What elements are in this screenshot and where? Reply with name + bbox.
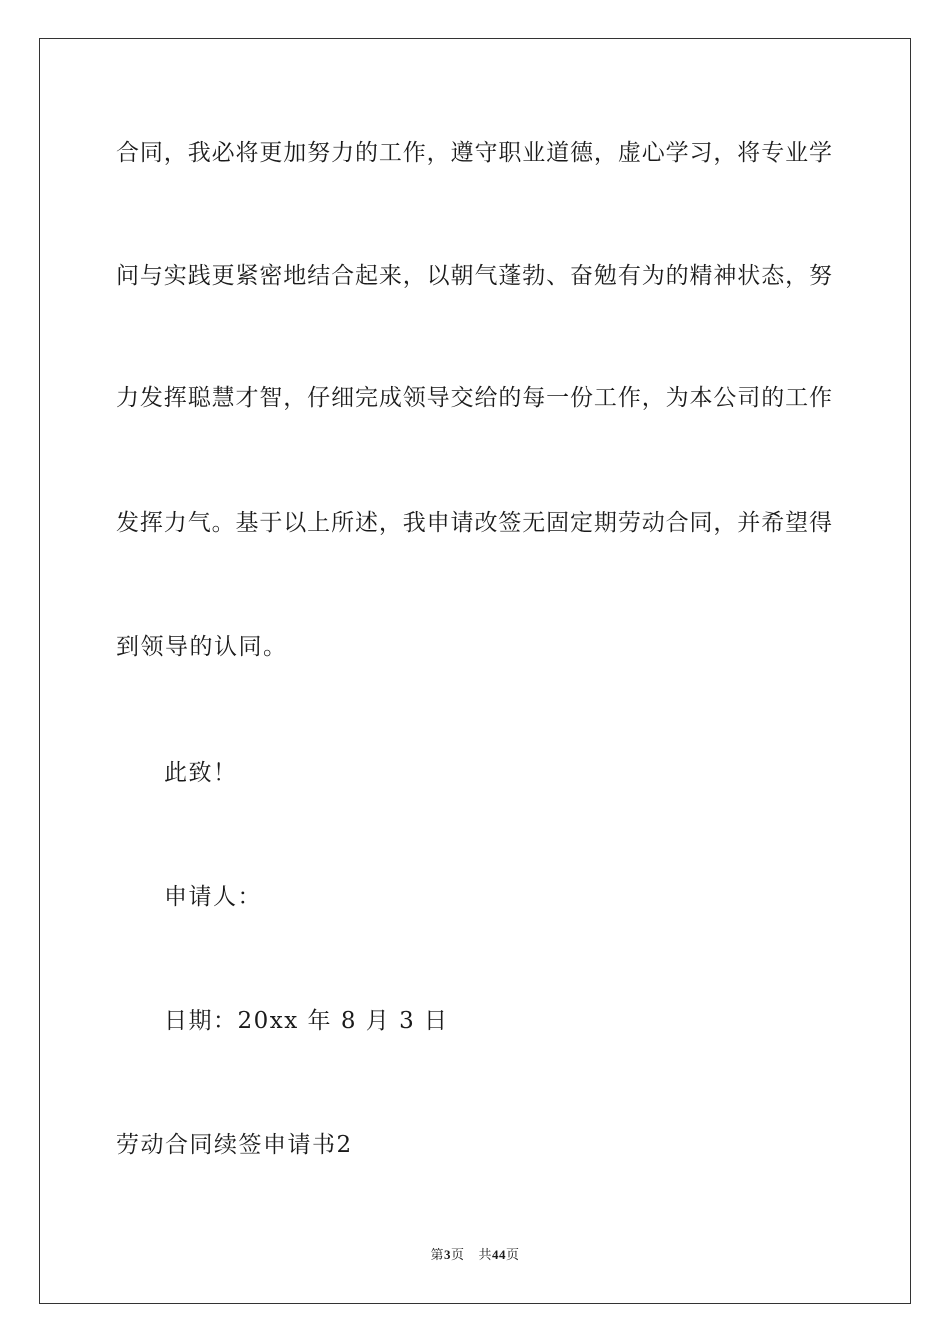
footer-total-pages: 44: [492, 1247, 507, 1262]
next-section-heading: 劳动合同续签申请书2: [116, 1132, 353, 1158]
page-footer: [0, 1247, 950, 1264]
body-line-4: 发挥力气。基于以上所述，我申请改签无固定期劳动合同，并希望得: [116, 510, 832, 536]
applicant-label: 申请人：: [164, 884, 262, 910]
body-line-2: 问与实践更紧密地结合起来，以朝气蓬勃、奋勉有为的精神状态，努: [116, 263, 832, 289]
footer-page-prefix: 第: [430, 1248, 444, 1263]
body-line-5: 到领导的认同。: [116, 634, 288, 660]
footer-page-number: 3: [443, 1247, 451, 1262]
date-line: 日期：20xx 年 8 月 3 日: [164, 1008, 449, 1034]
footer-page-suffix: 页: [450, 1248, 465, 1263]
body-line-1: 合同，我必将更加努力的工作，遵守职业道德，虚心学习，将专业学: [116, 140, 832, 166]
body-line-3: 力发挥聪慧才智，仔细完成领导交给的每一份工作，为本公司的工作: [116, 385, 832, 411]
page-border: [39, 38, 911, 1304]
closing-salutation: 此致！: [164, 760, 238, 786]
footer-total-suffix: 页: [506, 1248, 520, 1263]
footer-total-prefix: 共: [478, 1248, 493, 1263]
